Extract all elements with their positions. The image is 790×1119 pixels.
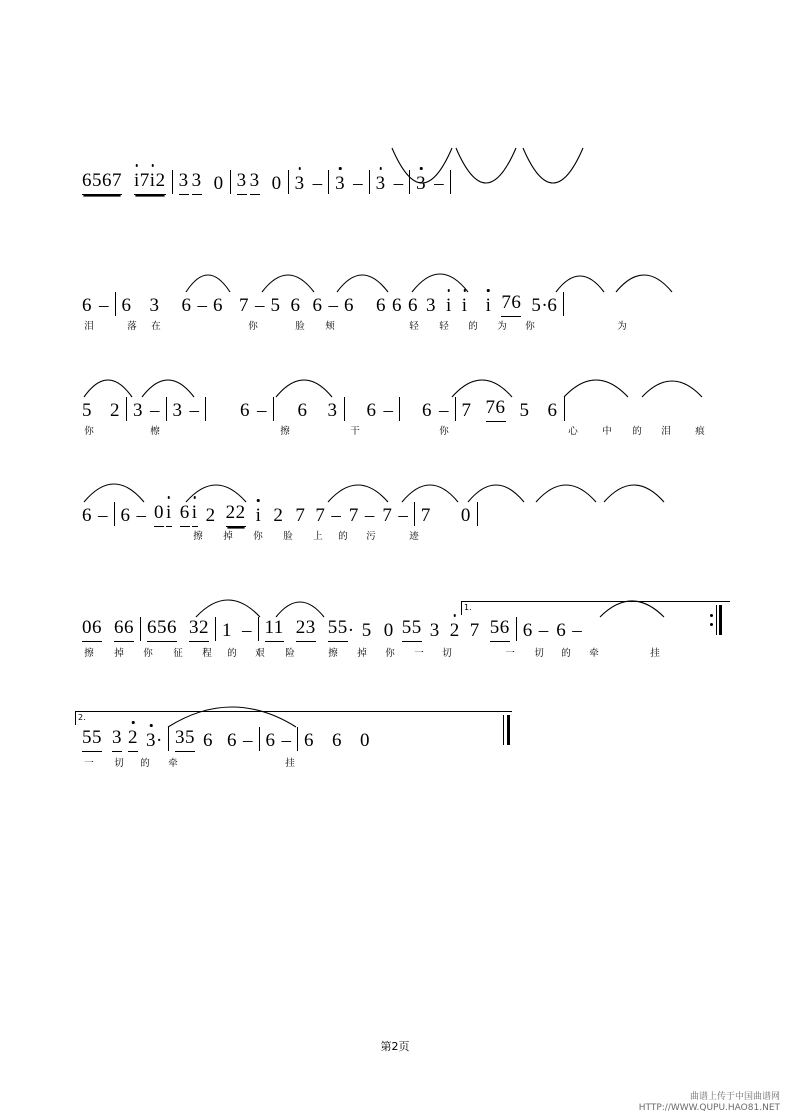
note: 5 [82, 400, 92, 421]
note: 6 [408, 295, 418, 316]
barline [414, 502, 415, 526]
barline [215, 617, 216, 641]
volta-bracket-2 [75, 711, 512, 725]
note: 6 [366, 400, 377, 421]
note: 3 [429, 620, 440, 641]
note: 7 [315, 505, 326, 526]
note-group: 0 [154, 502, 164, 527]
note: 0 [360, 730, 370, 751]
note-group: 3 [237, 170, 247, 195]
barline [369, 170, 370, 194]
note-group: 656 [147, 617, 177, 642]
note-group: 6567 [82, 170, 122, 195]
barline [564, 397, 565, 421]
note: 5 [361, 620, 372, 641]
note-group: i [166, 502, 172, 527]
note-group: 3 [250, 170, 260, 195]
barline [399, 397, 400, 421]
note: 3 [426, 295, 436, 316]
notation-line-5: 06 66 656 32 1 – 11 23 55 · 5 0 55 3 2 7 56 6 – 6 – [82, 617, 582, 641]
note: 6 [181, 295, 192, 316]
note-group: i7i2 [134, 170, 166, 195]
note-group: 66 [114, 617, 134, 642]
note: 6 [556, 620, 567, 641]
note: 7 [469, 620, 480, 641]
note: 2 [110, 400, 120, 421]
music-system-6: 2. 55 3 2 3 · 35 6 6 – 6 – 6 6 0 一 切 的 牵 挂 [0, 675, 790, 775]
notation-line-1: 6567 i7i2 3 3 0 3 3 0 3 – 3 – 3 – 3 – [82, 170, 457, 195]
note: 5 [519, 400, 530, 421]
note-group: 6 [180, 502, 190, 527]
note: 0 [460, 505, 471, 526]
barline [114, 502, 115, 526]
note: 5 [531, 295, 542, 316]
note: 6 [376, 295, 386, 316]
note: 7 [382, 505, 393, 526]
barline [258, 617, 259, 641]
notation-line-6: 55 3 2 3 · 35 6 6 – 6 – 6 6 0 [82, 727, 370, 751]
note: 3 [149, 295, 160, 316]
barline [450, 170, 451, 194]
note: 7 [348, 505, 359, 526]
note: 7 [461, 400, 472, 421]
barline [126, 397, 127, 421]
note-group: 56 [490, 617, 510, 642]
note: 6 [121, 295, 132, 316]
barline [455, 397, 456, 421]
note-group: 3 [179, 170, 189, 195]
note-group: 55 [82, 727, 102, 752]
note: 6 [547, 400, 558, 421]
note: 6 [290, 295, 301, 316]
note: 6 [120, 505, 131, 526]
credit-line-2: HTTP://WWW.QUPU.HAO81.NET [638, 1103, 780, 1113]
note-group: 55 [328, 617, 348, 642]
note-group: 3 [192, 170, 202, 195]
note: 2 [273, 505, 284, 526]
note: 6 [522, 620, 533, 641]
note: i [255, 505, 262, 526]
note: 6 [240, 400, 250, 421]
note-group: 76 [486, 397, 506, 422]
note: 0 [383, 620, 394, 641]
barline [328, 170, 329, 194]
barline [205, 397, 206, 421]
note: 6 [392, 295, 402, 316]
volta-bracket-1 [461, 601, 730, 615]
barline [230, 170, 231, 194]
note: 6 [82, 295, 92, 316]
note: 7 [420, 505, 431, 526]
note: 0 [271, 173, 282, 194]
music-system-1 [0, 140, 790, 210]
notation-line-2: 6 – 6 3 6 – 6 7 – 5 6 6 – 6 6 6 6 3 i i i 76 5 · 6 [82, 292, 570, 317]
note-group: 11 [265, 617, 284, 642]
barline [273, 397, 274, 421]
barline [166, 397, 167, 421]
volta-label-1: 1. [464, 603, 472, 612]
note: 6 [344, 295, 354, 316]
note: 5 [270, 295, 281, 316]
notation-line-4: 6 – 6 – 0 i 6 i 2 22 i 2 7 7 – 7 – 7 – 7 0 [82, 502, 484, 527]
barline [115, 292, 116, 316]
barline [344, 397, 345, 421]
music-system-2: 6 – 6 3 6 – 6 7 – 5 6 6 – 6 6 6 6 3 i i i 76 5 · 6 泪 落 在 你 脸 颊 轻 轻 的 为 你 为 [0, 250, 790, 340]
note: i [461, 295, 468, 316]
note: 3 [146, 730, 156, 751]
note: 6 [304, 730, 314, 751]
note: 3 [294, 173, 305, 194]
note: 6 [312, 295, 323, 316]
note: 3 [172, 400, 183, 421]
credit-line-1: 曲谱上传于中国曲谱网 [689, 1092, 780, 1102]
barline [297, 727, 298, 751]
volta-label-2: 2. [78, 713, 86, 722]
barline [140, 617, 141, 641]
note: 6 [297, 400, 308, 421]
note: 7 [239, 295, 249, 316]
notation-line-3: 5 2 3 – 3 – 6 – 6 3 6 – 6 – 7 76 5 6 [82, 397, 571, 422]
note-group: 2 [128, 727, 138, 752]
music-system-4: 6 – 6 – 0 i 6 i 2 22 i 2 7 7 – 7 – 7 – 7 0 擦 掉 你 脸 上 的 污 迹 [0, 460, 790, 550]
note-group: 23 [296, 617, 316, 642]
barline [168, 727, 169, 751]
music-system-3: 5 2 3 – 3 – 6 – 6 3 6 – 6 – 7 76 5 6 你 檫 擦 干 你 心 中 的 泪 痕 [0, 355, 790, 445]
note: 3 [327, 400, 338, 421]
barline [259, 727, 260, 751]
note-group: 55 [402, 617, 422, 642]
note: i [485, 295, 492, 316]
note: 6 [422, 400, 432, 421]
barline [563, 292, 564, 316]
note: 0 [213, 173, 224, 194]
site-credit [639, 1092, 780, 1114]
note: 6 [82, 505, 92, 526]
note: 6 [203, 730, 213, 751]
note: i [446, 295, 452, 316]
note: 2 [449, 620, 460, 641]
note-group: i [192, 502, 198, 527]
note: 1 [222, 620, 232, 641]
note-group: 35 [175, 727, 195, 752]
barline [409, 170, 410, 194]
note-group: 76 [501, 292, 521, 317]
note: 3 [335, 173, 346, 194]
barline [172, 170, 173, 194]
note-group: 3 [112, 727, 122, 752]
note: 6 [332, 730, 342, 751]
barline [288, 170, 289, 194]
note: 3 [375, 173, 386, 194]
note-group: 32 [189, 617, 209, 642]
music-system-5: 1. 06 66 656 32 1 – 11 23 55 · 5 0 55 3 2 7 56 6 – 6 – 擦 掉 你 征 程 的 艰 险 擦 掉 你 一 切 一 切 的 牵 挂 [0, 565, 790, 665]
note: 3 [416, 173, 427, 194]
note: 7 [295, 505, 306, 526]
note-group: 06 [82, 617, 102, 642]
note: 2 [205, 505, 216, 526]
note-group: 22 [226, 502, 246, 527]
note: 6 [227, 730, 237, 751]
note: 6 [265, 730, 276, 751]
page-number: 第2页 [380, 1040, 410, 1053]
note: 6 [213, 295, 223, 316]
note: 3 [133, 400, 143, 421]
barline [516, 617, 517, 641]
note: 6 [547, 295, 558, 316]
barline [477, 502, 478, 526]
